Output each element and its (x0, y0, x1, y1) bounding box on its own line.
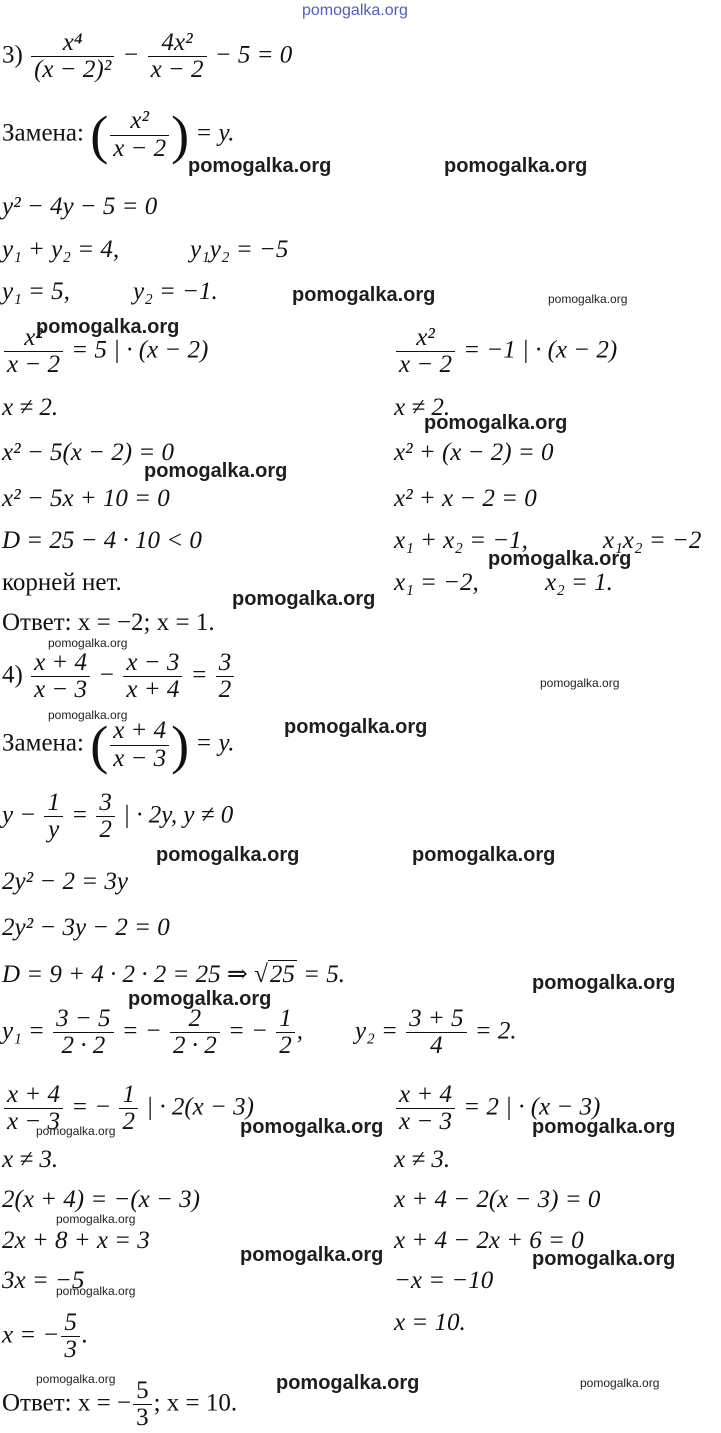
watermark: pomogalka.org (276, 1372, 420, 1394)
numerator: 3 + 5 (406, 1006, 466, 1033)
substitution-tail: = y. (195, 119, 235, 147)
watermark: pomogalka.org (36, 1124, 116, 1138)
math-line (394, 325, 617, 379)
denominator: x − 2 (7, 351, 60, 379)
math-line: y₁ = 5, (2, 278, 70, 305)
expression: D = 9 + 4 · 2 · 2 = 25 ⇒ √ (2, 961, 268, 988)
numerator: x⁴ (31, 30, 114, 57)
operator: − (122, 41, 140, 69)
numerator: x + 4 (396, 1082, 455, 1109)
math-line: x ≠ 3. (2, 1146, 59, 1173)
denominator: x − 3 (34, 676, 88, 704)
math-line (2, 790, 233, 844)
denominator: x − 3 (113, 744, 167, 772)
math-line (355, 1006, 517, 1060)
numerator: x + 4 (110, 718, 169, 745)
fraction (276, 1006, 295, 1060)
problem-4-equation (2, 650, 236, 704)
operator: = − (228, 1017, 269, 1045)
operator: = − (71, 1093, 112, 1121)
denominator: 3 (136, 1404, 149, 1432)
denominator: x − 3 (7, 1108, 60, 1136)
denominator: (x − 2)² (34, 56, 112, 84)
math-line: x = 10. (394, 1309, 466, 1336)
math-line: x + 4 − 2x + 6 = 0 (394, 1227, 584, 1254)
operator: = (190, 661, 208, 689)
denominator: 2 (218, 676, 232, 704)
fraction (110, 718, 169, 772)
math-line: x² + (x − 2) = 0 (394, 439, 554, 466)
math-line: y₁ + y₂ = 4, (2, 236, 120, 263)
expression: . (81, 1321, 89, 1349)
fraction (148, 30, 207, 84)
fraction (396, 1082, 455, 1136)
substitution-tail: = y. (195, 729, 235, 757)
watermark: pomogalka.org (424, 412, 568, 434)
watermark: pomogalka.org (412, 844, 556, 866)
expression: y₂ = (355, 1017, 398, 1045)
numerator: x² (4, 325, 63, 352)
fraction (123, 650, 182, 704)
watermark: pomogalka.org (56, 1212, 136, 1226)
math-line: x ≠ 3. (394, 1146, 451, 1173)
numerator: 2 (170, 1006, 220, 1033)
equation-tail: | · 2y, y ≠ 0 (123, 801, 234, 829)
watermark: pomogalka.org (36, 1372, 116, 1386)
math-line: 2y² − 2 = 3y (2, 868, 128, 895)
watermark: pomogalka.org (48, 636, 128, 650)
square-root: 25 (269, 961, 295, 988)
numerator: 5 (133, 1378, 152, 1405)
expression: ; x = 10. (153, 1389, 238, 1417)
watermark: pomogalka.org (144, 460, 288, 482)
watermark: pomogalka.org (548, 292, 628, 306)
numerator: x + 4 (4, 1082, 63, 1109)
math-line (2, 962, 345, 987)
substitution-label: Замена: (2, 119, 84, 147)
expression: = 5. (296, 961, 345, 988)
math-line: x² + x − 2 = 0 (394, 485, 537, 512)
math-line: корней нет. (2, 569, 122, 596)
denominator: x + 4 (126, 676, 180, 704)
fraction (61, 1310, 80, 1364)
watermark: pomogalka.org (156, 844, 300, 866)
equation-tail: = 5 | · (x − 2) (71, 336, 209, 364)
math-line: x² − 5(x − 2) = 0 (2, 439, 174, 466)
math-line: x ≠ 2. (2, 394, 59, 421)
denominator: 2 · 2 (61, 1032, 106, 1060)
denominator: 2 (279, 1032, 292, 1060)
equation-tail: = 2. (474, 1017, 517, 1045)
equation-tail: = −1 | · (x − 2) (463, 336, 618, 364)
fraction (110, 108, 169, 162)
problem-3-equation (2, 30, 292, 84)
watermark: pomogalka.org (240, 1116, 384, 1138)
denominator: 3 (64, 1336, 77, 1364)
operator: = − (121, 1017, 162, 1045)
substitution-line: Замена: ( $\frac{\text{x²}}{x - 2}$ ) = y. (2, 105, 235, 165)
expression: Ответ: x = − (2, 1389, 132, 1417)
denominator: 2 (99, 816, 112, 844)
watermark: pomogalka.org (488, 548, 632, 570)
math-line: y₁y₂ = −5 (190, 236, 289, 263)
fraction (119, 1082, 138, 1136)
math-line: 2(x + 4) = −(x − 3) (2, 1186, 200, 1213)
expression: x = − (2, 1321, 60, 1349)
denominator: x − 2 (399, 351, 452, 379)
numerator: 1 (276, 1006, 295, 1033)
math-line: −x = −10 (394, 1267, 494, 1294)
operator: − (98, 661, 116, 689)
answer (2, 1378, 237, 1432)
fraction (53, 1006, 113, 1060)
watermark: pomogalka.org (284, 716, 428, 738)
numerator: 3 − 5 (53, 1006, 113, 1033)
fraction (396, 325, 455, 379)
numerator: 4x² (148, 30, 207, 57)
math-line: x² − 5x + 10 = 0 (2, 485, 170, 512)
watermark: pomogalka.org (292, 284, 436, 306)
fraction (406, 1006, 466, 1060)
fraction (216, 650, 235, 704)
fraction (31, 650, 90, 704)
answer: Ответ: x = −2; x = 1. (2, 609, 215, 636)
watermark: pomogalka.org (48, 708, 128, 722)
math-line: x₂ = 1. (545, 569, 613, 596)
watermark: pomogalka.org (56, 1284, 136, 1298)
fraction (31, 30, 114, 84)
denominator: x − 2 (150, 56, 204, 84)
math-line: x₁x₂ = −2 (603, 527, 702, 554)
denominator: 4 (430, 1032, 443, 1060)
watermark: pomogalka.org (532, 1248, 676, 1270)
operator: = (71, 801, 89, 829)
watermark: pomogalka.org (532, 972, 676, 994)
denominator: y (48, 816, 60, 844)
numerator: 5 (61, 1310, 80, 1337)
fraction (44, 790, 63, 844)
math-line: 2y² − 3y − 2 = 0 (2, 914, 170, 941)
expression: y − (2, 801, 37, 829)
denominator: 2 (122, 1108, 135, 1136)
expression: y₁ = (2, 1017, 45, 1045)
math-line: x + 4 − 2(x − 3) = 0 (394, 1186, 601, 1213)
denominator: 2 · 2 (173, 1032, 217, 1060)
math-line (2, 1310, 88, 1364)
numerator: x² (110, 108, 169, 135)
math-line: D = 25 − 4 · 10 < 0 (2, 527, 202, 554)
watermark: pomogalka.org (128, 988, 272, 1010)
substitution-line: Замена: ( $\frac{x + 4}{x - 3}$ ) = y. (2, 715, 235, 775)
denominator: x − 2 (113, 134, 167, 162)
numerator: 3 (96, 790, 115, 817)
math-line: x ≠ 2. (394, 394, 451, 421)
math-line: x₁ = −2, (394, 569, 479, 596)
watermark: pomogalka.org (232, 588, 376, 610)
numerator: x² (396, 325, 455, 352)
fraction (170, 1006, 220, 1060)
math-line: y² − 4y − 5 = 0 (2, 193, 158, 220)
math-line: x₁ + x₂ = −1, (394, 527, 528, 554)
equation-tail: | · 2(x − 3) (146, 1093, 254, 1121)
watermark: pomogalka.org (580, 1376, 660, 1390)
numerator: 3 (216, 650, 235, 677)
math-line: 2x + 8 + x = 3 (2, 1227, 150, 1254)
numerator: x + 4 (31, 650, 90, 677)
numerator: x − 3 (123, 650, 182, 677)
denominator: x − 3 (399, 1108, 452, 1136)
watermark: pomogalka.org (532, 1116, 676, 1138)
numerator: 1 (119, 1082, 138, 1109)
substitution-label: Замена: (2, 729, 84, 757)
problem-number: 4) (2, 661, 23, 689)
numerator: 1 (44, 790, 63, 817)
watermark: pomogalka.org (188, 155, 332, 177)
fraction (96, 790, 115, 844)
expression: , (296, 1017, 304, 1045)
watermark: pomogalka.org (36, 316, 180, 338)
math-line: y₂ = −1. (133, 278, 218, 305)
watermark: pomogalka.org (302, 2, 408, 19)
equation-tail: − 5 = 0 (214, 41, 293, 69)
problem-number: 3) (2, 41, 23, 69)
watermark: pomogalka.org (444, 155, 588, 177)
math-line (2, 1006, 303, 1060)
math-line: 3x = −5 (2, 1267, 85, 1294)
watermark: pomogalka.org (240, 1244, 384, 1266)
equation-tail: = 2 | · (x − 3) (463, 1093, 601, 1121)
fraction (133, 1378, 152, 1432)
watermark: pomogalka.org (540, 676, 620, 690)
